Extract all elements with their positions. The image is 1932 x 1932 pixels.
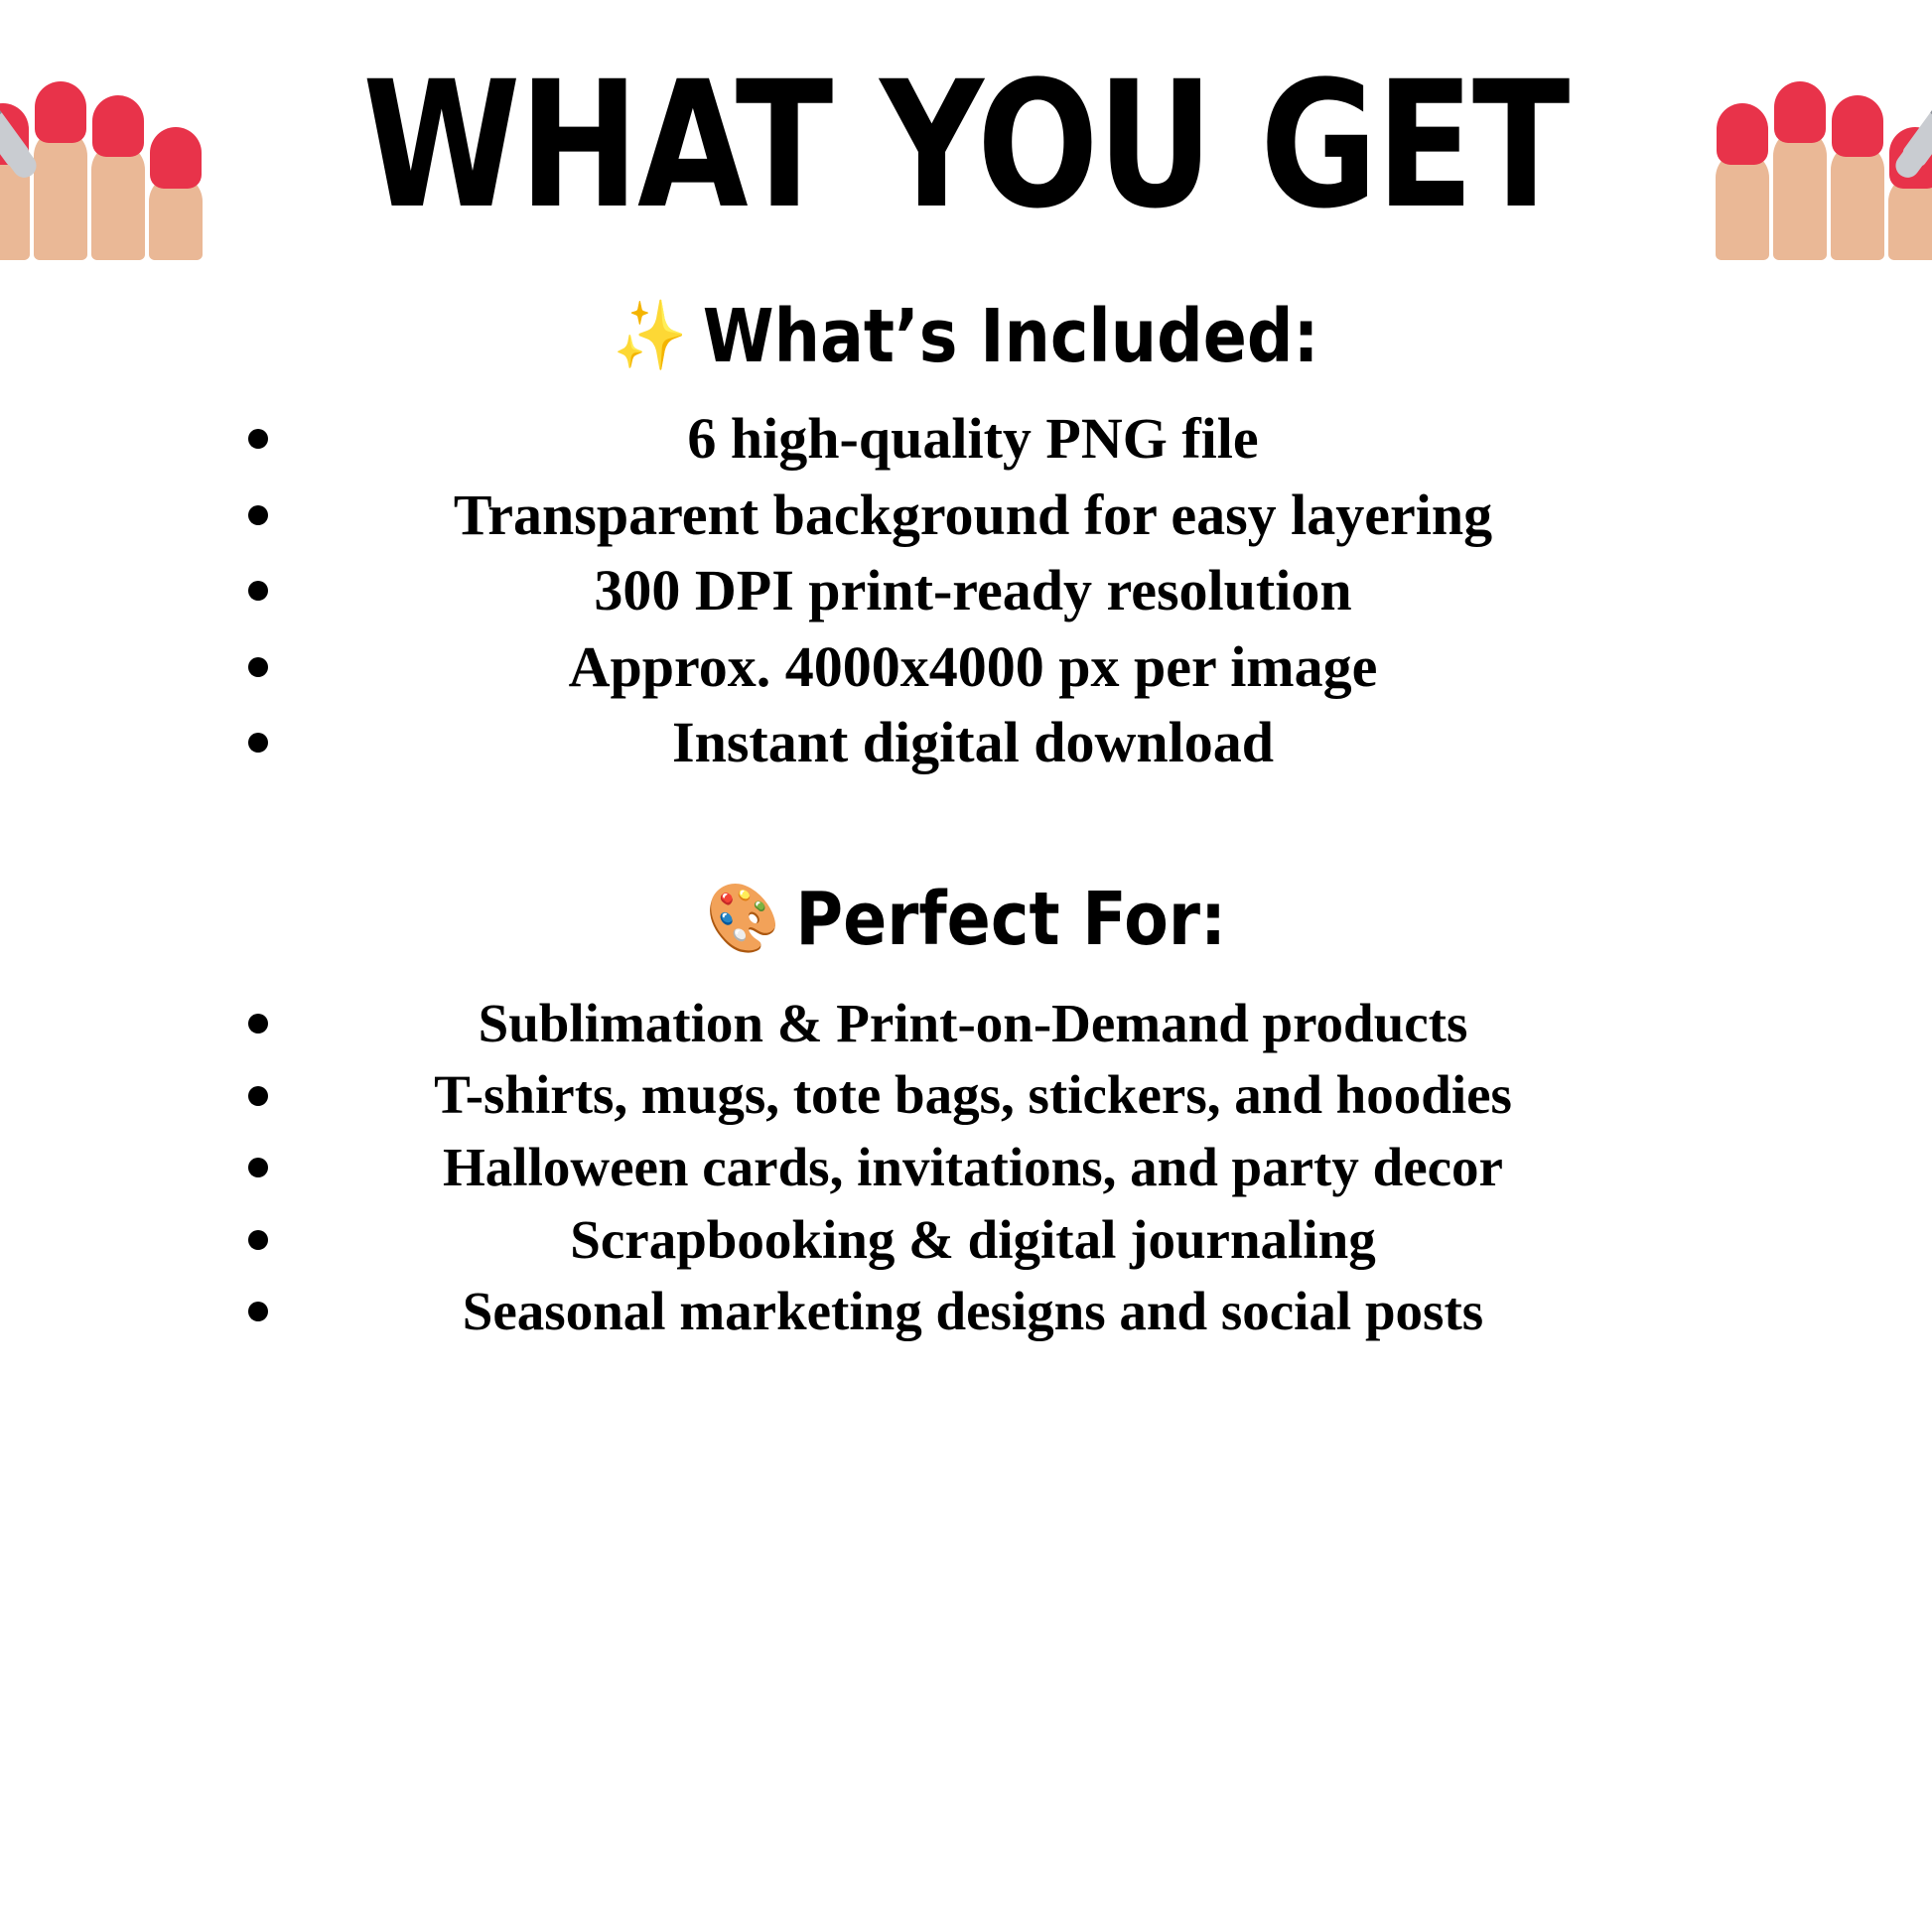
list-item-label: Instant digital download	[672, 710, 1274, 775]
bullet-dot-icon	[248, 1302, 268, 1321]
bullet-dot-icon	[248, 657, 268, 677]
bullet-dot-icon	[248, 1230, 268, 1250]
sparkles-icon: ✨	[613, 297, 687, 375]
perfect-for-list	[0, 988, 1932, 1348]
perfect-for-heading	[116, 877, 1816, 962]
painted-nail-shape	[92, 95, 144, 157]
finger-shape	[91, 143, 145, 260]
list-item-label: T-shirts, mugs, tote bags, stickers, and hoodies	[434, 1064, 1512, 1126]
painted-nail-shape	[150, 127, 202, 189]
list-item	[0, 478, 1932, 554]
list-item	[0, 705, 1932, 781]
list-item-label: Halloween cards, invitations, and party decor	[443, 1136, 1503, 1197]
painted-nail-shape	[35, 81, 86, 143]
finger-shape	[34, 129, 87, 260]
page-title: WHAT YOU GET	[362, 44, 1570, 247]
whats-included-list	[0, 401, 1932, 781]
list-item	[0, 1059, 1932, 1132]
list-item	[0, 553, 1932, 629]
perfect-for-section	[0, 877, 1932, 1348]
whats-included-section	[0, 294, 1932, 781]
list-item	[0, 1276, 1932, 1348]
list-item-label: Seasonal marketing designs and social posts	[462, 1281, 1484, 1342]
finger-shape	[1773, 129, 1827, 260]
finger-shape	[1831, 143, 1884, 260]
nail-polish-icon	[0, 32, 220, 260]
bullet-dot-icon	[248, 1158, 268, 1177]
list-item	[0, 1204, 1932, 1277]
list-item-label: Sublimation & Print-on-Demand products	[478, 992, 1468, 1053]
list-item	[0, 988, 1932, 1060]
list-item-label: Transparent background for easy layering	[453, 482, 1493, 547]
painted-nail-shape	[1774, 81, 1826, 143]
list-item	[0, 401, 1932, 478]
bullet-dot-icon	[248, 429, 268, 449]
list-item-label: 300 DPI print-ready resolution	[594, 558, 1352, 623]
bullet-dot-icon	[248, 581, 268, 601]
list-item-label: Scrapbooking & digital journaling	[570, 1208, 1376, 1270]
list-item	[0, 629, 1932, 706]
nail-polish-icon	[1712, 32, 1932, 260]
artist-palette-icon: 🎨	[705, 879, 780, 958]
whats-included-heading-label: What’s Included:	[702, 294, 1319, 379]
page-header	[0, 0, 1932, 258]
bullet-dot-icon	[248, 1014, 268, 1034]
list-item-label: 6 high-quality PNG file	[687, 406, 1259, 471]
list-item	[0, 1132, 1932, 1204]
perfect-for-heading-label: Perfect For:	[795, 876, 1226, 962]
list-item-label: Approx. 4000x4000 px per image	[568, 633, 1378, 699]
painted-nail-shape	[1717, 103, 1768, 165]
bullet-dot-icon	[248, 505, 268, 525]
finger-shape	[1716, 151, 1769, 260]
bullet-dot-icon	[248, 733, 268, 753]
bullet-dot-icon	[248, 1086, 268, 1106]
whats-included-heading	[116, 294, 1816, 379]
painted-nail-shape	[1832, 95, 1883, 157]
